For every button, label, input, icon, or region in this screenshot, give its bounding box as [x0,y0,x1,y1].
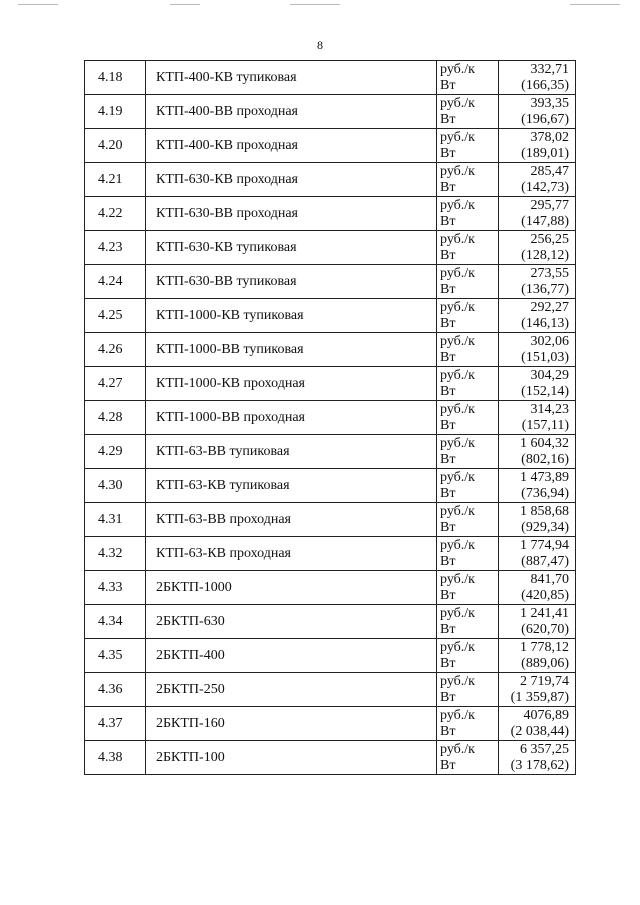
row-number: 4.31 [85,503,146,537]
unit-cell [437,367,499,401]
unit-cell [437,707,499,741]
table-row [85,299,576,333]
row-number: 4.26 [85,333,146,367]
substation-name: КТП-630-ВВ проходная [146,197,437,231]
unit-line-1: руб./к [440,231,475,247]
unit-cell [437,129,499,163]
unit-cell [437,401,499,435]
substation-name: 2БКТП-250 [146,673,437,707]
substation-name: КТП-1000-КВ проходная [146,367,437,401]
price-value: 4076,89 [523,707,569,723]
price-cell [499,605,576,639]
price-cell [499,741,576,775]
price-half-value: (166,35) [521,77,569,93]
unit-line-1: руб./к [440,95,475,111]
unit-line-2: Вт [440,451,456,467]
row-number: 4.35 [85,639,146,673]
price-value: 6 357,25 [520,741,569,757]
price-cell [499,571,576,605]
substation-name: КТП-63-ВВ проходная [146,503,437,537]
price-half-value: (196,67) [521,111,569,127]
row-number: 4.29 [85,435,146,469]
price-half-value: (147,88) [521,213,569,229]
unit-line-1: руб./к [440,571,475,587]
unit-line-2: Вт [440,553,456,569]
price-cell [499,503,576,537]
price-cell [499,435,576,469]
price-half-value: (142,73) [521,179,569,195]
unit-line-1: руб./к [440,333,475,349]
price-value: 256,25 [530,231,569,247]
table-row [85,163,576,197]
unit-line-1: руб./к [440,129,475,145]
row-number: 4.34 [85,605,146,639]
unit-cell [437,265,499,299]
row-number: 4.23 [85,231,146,265]
price-cell [499,265,576,299]
price-value: 2 719,74 [520,673,569,689]
unit-line-2: Вт [440,247,456,263]
price-half-value: (151,03) [521,349,569,365]
substation-name: 2БКТП-100 [146,741,437,775]
price-half-value: (802,16) [521,451,569,467]
unit-line-2: Вт [440,485,456,501]
scan-artifact [570,4,620,5]
price-half-value: (889,06) [521,655,569,671]
unit-line-2: Вт [440,621,456,637]
row-number: 4.19 [85,95,146,129]
unit-line-2: Вт [440,281,456,297]
unit-line-1: руб./к [440,367,475,383]
unit-line-2: Вт [440,587,456,603]
unit-line-2: Вт [440,349,456,365]
unit-line-1: руб./к [440,61,475,77]
price-half-value: (929,34) [521,519,569,535]
price-value: 841,70 [530,571,569,587]
price-half-value: (157,11) [521,417,569,433]
tariff-table [84,60,576,775]
table-row [85,333,576,367]
table-row [85,401,576,435]
row-number: 4.20 [85,129,146,163]
unit-line-1: руб./к [440,503,475,519]
row-number: 4.22 [85,197,146,231]
price-cell [499,469,576,503]
price-value: 1 604,32 [520,435,569,451]
price-half-value: (136,77) [521,281,569,297]
unit-cell [437,469,499,503]
table-row [85,673,576,707]
price-value: 1 241,41 [520,605,569,621]
unit-line-1: руб./к [440,197,475,213]
unit-cell [437,231,499,265]
substation-name: КТП-400-ВВ проходная [146,95,437,129]
row-number: 4.36 [85,673,146,707]
scan-artifact [170,4,200,5]
price-value: 295,77 [530,197,569,213]
unit-cell [437,639,499,673]
unit-cell [437,435,499,469]
price-cell [499,231,576,265]
unit-line-2: Вт [440,383,456,399]
price-value: 285,47 [530,163,569,179]
price-half-value: (620,70) [521,621,569,637]
substation-name: КТП-630-КВ проходная [146,163,437,197]
price-value: 304,29 [530,367,569,383]
unit-line-2: Вт [440,723,456,739]
price-value: 314,23 [530,401,569,417]
unit-line-1: руб./к [440,401,475,417]
price-cell [499,163,576,197]
price-half-value: (146,13) [521,315,569,331]
row-number: 4.33 [85,571,146,605]
row-number: 4.24 [85,265,146,299]
price-cell [499,673,576,707]
unit-line-2: Вт [440,213,456,229]
unit-line-1: руб./к [440,537,475,553]
unit-line-2: Вт [440,111,456,127]
unit-cell [437,741,499,775]
price-value: 1 774,94 [520,537,569,553]
price-half-value: (128,12) [521,247,569,263]
unit-cell [437,571,499,605]
unit-line-1: руб./к [440,707,475,723]
price-cell [499,197,576,231]
row-number: 4.18 [85,61,146,95]
price-cell [499,333,576,367]
unit-cell [437,333,499,367]
row-number: 4.32 [85,537,146,571]
price-cell [499,95,576,129]
price-cell [499,367,576,401]
unit-line-2: Вт [440,519,456,535]
row-number: 4.27 [85,367,146,401]
price-half-value: (736,94) [521,485,569,501]
unit-line-2: Вт [440,655,456,671]
unit-line-2: Вт [440,77,456,93]
table-row [85,707,576,741]
table-row [85,265,576,299]
substation-name: КТП-1000-КВ тупиковая [146,299,437,333]
table-row [85,605,576,639]
table-row [85,367,576,401]
unit-line-1: руб./к [440,639,475,655]
table-row [85,435,576,469]
table-row [85,129,576,163]
unit-line-2: Вт [440,757,456,773]
price-value: 302,06 [530,333,569,349]
row-number: 4.21 [85,163,146,197]
price-value: 273,55 [530,265,569,281]
substation-name: КТП-1000-ВВ тупиковая [146,333,437,367]
unit-line-1: руб./к [440,435,475,451]
table-row [85,231,576,265]
price-value: 1 778,12 [520,639,569,655]
table-row [85,571,576,605]
table-row [85,503,576,537]
unit-line-2: Вт [440,145,456,161]
price-value: 292,27 [530,299,569,315]
unit-line-2: Вт [440,417,456,433]
tariff-table-body [85,61,576,775]
unit-cell [437,503,499,537]
unit-cell [437,61,499,95]
row-number: 4.28 [85,401,146,435]
price-cell [499,537,576,571]
unit-line-1: руб./к [440,265,475,281]
substation-name: 2БКТП-1000 [146,571,437,605]
row-number: 4.30 [85,469,146,503]
unit-line-2: Вт [440,315,456,331]
table-row [85,741,576,775]
table-row [85,469,576,503]
table-row [85,197,576,231]
unit-line-1: руб./к [440,469,475,485]
price-half-value: (887,47) [521,553,569,569]
price-cell [499,129,576,163]
unit-cell [437,197,499,231]
substation-name: КТП-63-КВ проходная [146,537,437,571]
substation-name: 2БКТП-630 [146,605,437,639]
row-number: 4.38 [85,741,146,775]
scan-artifact [290,4,340,5]
price-cell [499,401,576,435]
substation-name: КТП-400-КВ проходная [146,129,437,163]
price-cell [499,707,576,741]
substation-name: КТП-63-КВ тупиковая [146,469,437,503]
price-half-value: (189,01) [521,145,569,161]
substation-name: КТП-630-ВВ тупиковая [146,265,437,299]
table-row [85,61,576,95]
unit-cell [437,95,499,129]
price-half-value: (152,14) [521,383,569,399]
unit-cell [437,163,499,197]
price-half-value: (2 038,44) [510,723,569,739]
row-number: 4.37 [85,707,146,741]
price-cell [499,639,576,673]
price-half-value: (1 359,87) [510,689,569,705]
table-row [85,639,576,673]
table-row [85,95,576,129]
unit-cell [437,537,499,571]
substation-name: КТП-630-КВ тупиковая [146,231,437,265]
substation-name: КТП-63-ВВ тупиковая [146,435,437,469]
price-cell [499,299,576,333]
price-value: 332,71 [530,61,569,77]
unit-line-2: Вт [440,689,456,705]
unit-cell [437,673,499,707]
unit-line-1: руб./к [440,741,475,757]
price-cell [499,61,576,95]
unit-line-1: руб./к [440,605,475,621]
substation-name: КТП-400-КВ тупиковая [146,61,437,95]
scan-artifact [18,4,58,5]
price-value: 378,02 [530,129,569,145]
price-value: 393,35 [530,95,569,111]
price-half-value: (420,85) [521,587,569,603]
price-half-value: (3 178,62) [510,757,569,773]
unit-line-1: руб./к [440,163,475,179]
substation-name: 2БКТП-400 [146,639,437,673]
table-row [85,537,576,571]
row-number: 4.25 [85,299,146,333]
unit-line-2: Вт [440,179,456,195]
unit-line-1: руб./к [440,673,475,689]
unit-cell [437,299,499,333]
price-value: 1 473,89 [520,469,569,485]
substation-name: 2БКТП-160 [146,707,437,741]
page-number: 8 [317,38,323,52]
unit-line-1: руб./к [440,299,475,315]
price-value: 1 858,68 [520,503,569,519]
unit-cell [437,605,499,639]
substation-name: КТП-1000-ВВ проходная [146,401,437,435]
